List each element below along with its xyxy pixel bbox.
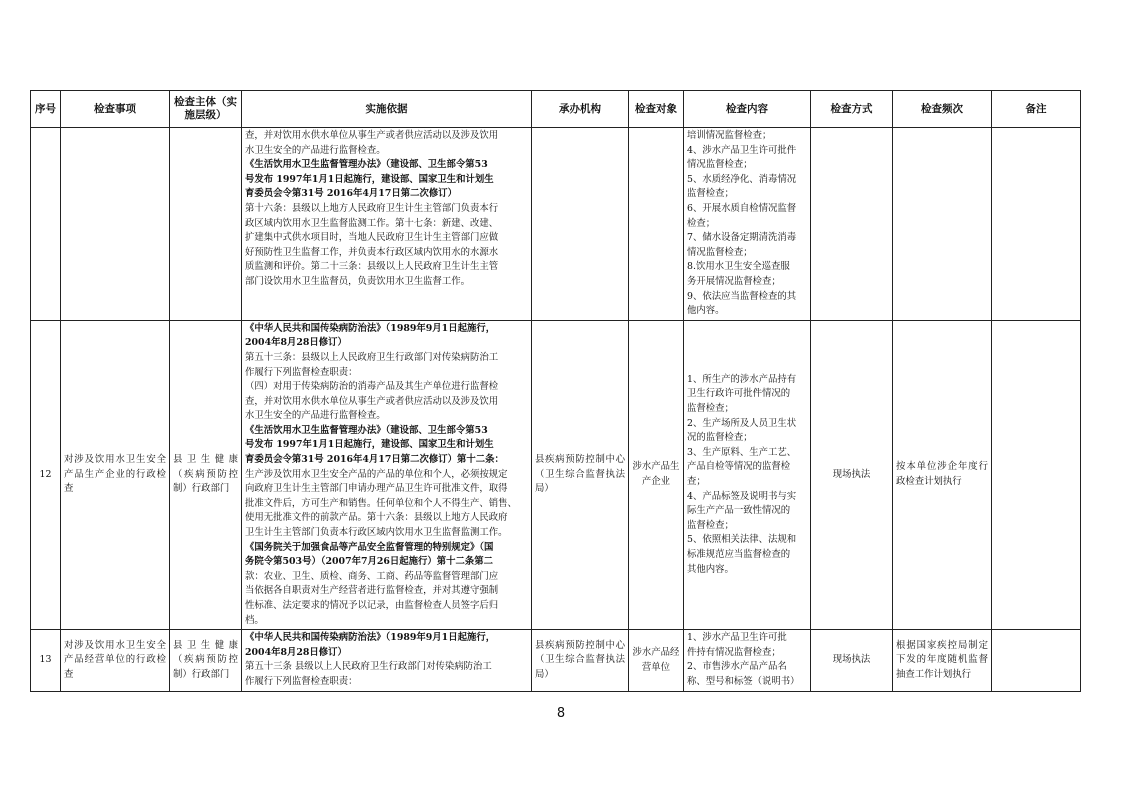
basis-line: 扩建集中式供水项目时，当地人民政府卫生计生主管部门应做 [245, 232, 499, 244]
content-line: 培训情况监督检查； [687, 130, 772, 141]
table-header-row [31, 91, 1081, 128]
content-line: 检查； [687, 217, 716, 229]
header-no: 序号 [31, 91, 61, 128]
content-line: 件持有情况监督检查； [687, 646, 781, 658]
cell-agency [532, 128, 629, 321]
cell-no: 13 [31, 630, 61, 692]
content-line: 况的监督检查； [687, 432, 753, 444]
basis-line: 好预防性卫生监督工作，并负责本行政区域内饮用水的水源水 [245, 246, 499, 258]
basis-line: 水卫生安全的产品进行监督检查。 [245, 144, 386, 156]
cell-method: 现场执法 [811, 630, 893, 692]
cell-basis [242, 320, 532, 629]
cell-target: 涉水产品经营单位 [629, 630, 684, 692]
content-line: 4、产品标签及说明书与实 [687, 490, 797, 502]
cell-content [684, 630, 811, 692]
basis-line: 《生活饮用水卫生监督管理办法》（建设部、卫生部令第53 [245, 159, 488, 171]
basis-line: 使用无批准文件的前款产品。第十六条：县级以上地方人民政府 [245, 512, 508, 524]
cell-target [629, 128, 684, 321]
content-line: 情况监督检查； [687, 246, 753, 258]
basis-line: 水卫生安全的产品进行监督检查。 [245, 410, 386, 422]
cell-freq [893, 128, 992, 321]
basis-line: 第十六条：县级以上地方人民政府卫生计生主管部门负责本行 [245, 202, 499, 214]
basis-line: 款：农业、卫生、质检、商务、工商、药品等监督管理部门应 [245, 570, 499, 582]
header-item: 检查事项 [61, 91, 170, 128]
basis-line: 《国务院关于加强食品等产品安全监督管理的特别规定》（国 [245, 541, 494, 553]
inspection-table [30, 90, 1081, 692]
content-line: 产品自检等情况的监督检 [687, 461, 791, 473]
content-line: 8.饮用水卫生安全巡查服 [687, 261, 790, 273]
content-line: 2、生产场所及人员卫生状 [687, 417, 797, 429]
content-line: 监督检查； [687, 188, 734, 200]
basis-line: 性标准、法定要求的情况予以记录，由监督检查人员签字后归 [245, 600, 499, 611]
table-row [31, 630, 1081, 692]
content-line: 1、涉水产品卫生许可批 [687, 632, 787, 644]
cell-target: 涉水产品生产企业 [629, 320, 684, 629]
cell-no: 12 [31, 320, 61, 629]
cell-agency: 县疾病预防控制中心（卫生综合监督执法局） [532, 630, 629, 692]
basis-line: 号发布 1997年1月1日起施行，建设部、国家卫生和计划生 [245, 173, 494, 185]
cell-no [31, 128, 61, 321]
content-line: 5、水质经净化、消毒情况 [687, 173, 797, 185]
page-number: 8 [556, 706, 566, 721]
content-line: 查； [687, 475, 706, 487]
basis-line: 批准文件后，方可生产和销售。任何单位和个人不得生产、销售、 [245, 497, 517, 509]
cell-content [684, 128, 811, 321]
cell-method [811, 128, 893, 321]
basis-line: 档。 [245, 614, 264, 626]
content-line: 9、依法应当监督检查的其 [687, 290, 797, 302]
cell-method: 现场执法 [811, 320, 893, 629]
header-content: 检查内容 [684, 91, 811, 128]
content-line: 监督检查； [687, 519, 734, 531]
content-line: 情况监督检查； [687, 159, 753, 171]
content-line: 3、生产原料、生产工艺、 [687, 446, 797, 458]
basis-line: （四）对用于传染病防治的消毒产品及其生产单位进行监督检 [245, 381, 499, 393]
cell-subject: 县卫生健康（疾病预防控制）行政部门 [170, 630, 242, 692]
basis-line: 号发布 1997年1月1日起施行，建设部、国家卫生和计划生 [245, 439, 494, 451]
cell-remark [992, 320, 1081, 629]
cell-freq: 按本单位涉企年度行政检查计划执行 [893, 320, 992, 629]
table-row [31, 320, 1081, 629]
content-line: 其他内容。 [687, 563, 734, 575]
cell-remark [992, 128, 1081, 321]
header-subject: 检查主体（实施层级） [170, 91, 242, 128]
cell-item: 对涉及饮用水卫生安全产品经营单位的行政检查 [61, 630, 170, 692]
basis-line: 质监测和评价。第二十三条：县级以上人民政府卫生计生主管 [245, 261, 499, 273]
content-line: 际生产产品一致性情况的 [687, 505, 791, 517]
basis-line: 生产涉及饮用水卫生安全产品的产品的单位和个人，必须按规定 [245, 468, 508, 480]
basis-line: 育委员会令第31号 2016年4月17日第二次修订） [245, 188, 457, 200]
header-agency: 承办机构 [532, 91, 629, 128]
content-line: 1、所生产的涉水产品持有 [687, 373, 797, 385]
cell-basis [242, 128, 532, 321]
table-row [31, 128, 1081, 321]
header-target: 检查对象 [629, 91, 684, 128]
basis-line: 《生活饮用水卫生监督管理办法》（建设部、卫生部令第53 [245, 424, 488, 436]
basis-line: 《中华人民共和国传染病防治法》（1989年9月1日起施行， [245, 632, 496, 644]
basis-line: 查，并对饮用水供水单位从事生产或者供应活动以及涉及饮用 [245, 130, 499, 141]
basis-line: 2004年8月28日修订） [245, 646, 347, 658]
cell-freq: 根据国家疾控局制定下发的年度随机监督抽查工作计划执行 [893, 630, 992, 692]
content-line: 5、依照相关法律、法规和 [687, 534, 797, 546]
basis-line: 政区域内饮用水卫生监督监测工作。第十七条：新建、改建、 [245, 217, 499, 229]
basis-line: 2004年8月28日修订） [245, 337, 347, 349]
header-freq: 检查频次 [893, 91, 992, 128]
basis-line: 作履行下列监督检查职责： [245, 366, 358, 378]
basis-line: 查，并对饮用水供水单位从事生产或者供应活动以及涉及饮用 [245, 395, 499, 407]
content-line: 6、开展水质自检情况监督 [687, 202, 797, 214]
basis-line: 务院令第503号）（2007年7月26日起施行）第十二条第二 [245, 556, 494, 568]
basis-line: 卫生计生主管部门负责本行政区域内饮用水卫生监督监测工作。 [245, 527, 508, 539]
cell-item [61, 128, 170, 321]
basis-line: 部门设饮用水卫生监督员，负责饮用水卫生监督工作。 [245, 275, 471, 287]
cell-remark [992, 630, 1081, 692]
content-line: 务开展情况监督检查； [687, 275, 781, 287]
header-method: 检查方式 [811, 91, 893, 128]
cell-content [684, 320, 811, 629]
content-line: 他内容。 [687, 305, 725, 317]
basis-line: 作履行下列监督检查职责： [245, 675, 358, 687]
basis-line: 向政府卫生计生主管部门申请办理产品卫生许可批准文件，取得 [245, 483, 508, 495]
header-basis: 实施依据 [242, 91, 532, 128]
content-line: 称、型号和标签（说明书） [687, 675, 800, 687]
basis-line: 《中华人民共和国传染病防治法》（1989年9月1日起施行， [245, 322, 496, 334]
basis-line: 当依据各自职责对生产经营者进行监督检查，并对其遵守强制 [245, 585, 499, 597]
basis-line: 育委员会令第31号 2016年4月17日第二次修订）第十二条： [245, 454, 504, 466]
cell-agency: 县疾病预防控制中心（卫生综合监督执法局） [532, 320, 629, 629]
header-remark: 备注 [992, 91, 1081, 128]
content-line: 卫生行政许可批件情况的 [687, 388, 791, 400]
content-line: 标准规范应当监督检查的 [687, 548, 791, 560]
content-line: 监督检查； [687, 402, 734, 414]
cell-subject: 县卫生健康（疾病预防控制）行政部门 [170, 320, 242, 629]
cell-subject [170, 128, 242, 321]
content-line: 7、储水设备定期清洗消毒 [687, 232, 797, 244]
basis-line: 第五十三条 县级以上人民政府卫生行政部门对传染病防治工 [245, 661, 492, 673]
content-line: 2、市售涉水产品产品名 [687, 661, 787, 673]
basis-line: 第五十三条：县级以上人民政府卫生行政部门对传染病防治工 [245, 351, 499, 363]
cell-basis [242, 630, 532, 692]
cell-item: 对涉及饮用水卫生安全产品生产企业的行政检查 [61, 320, 170, 629]
content-line: 4、涉水产品卫生许可批件 [687, 144, 797, 156]
